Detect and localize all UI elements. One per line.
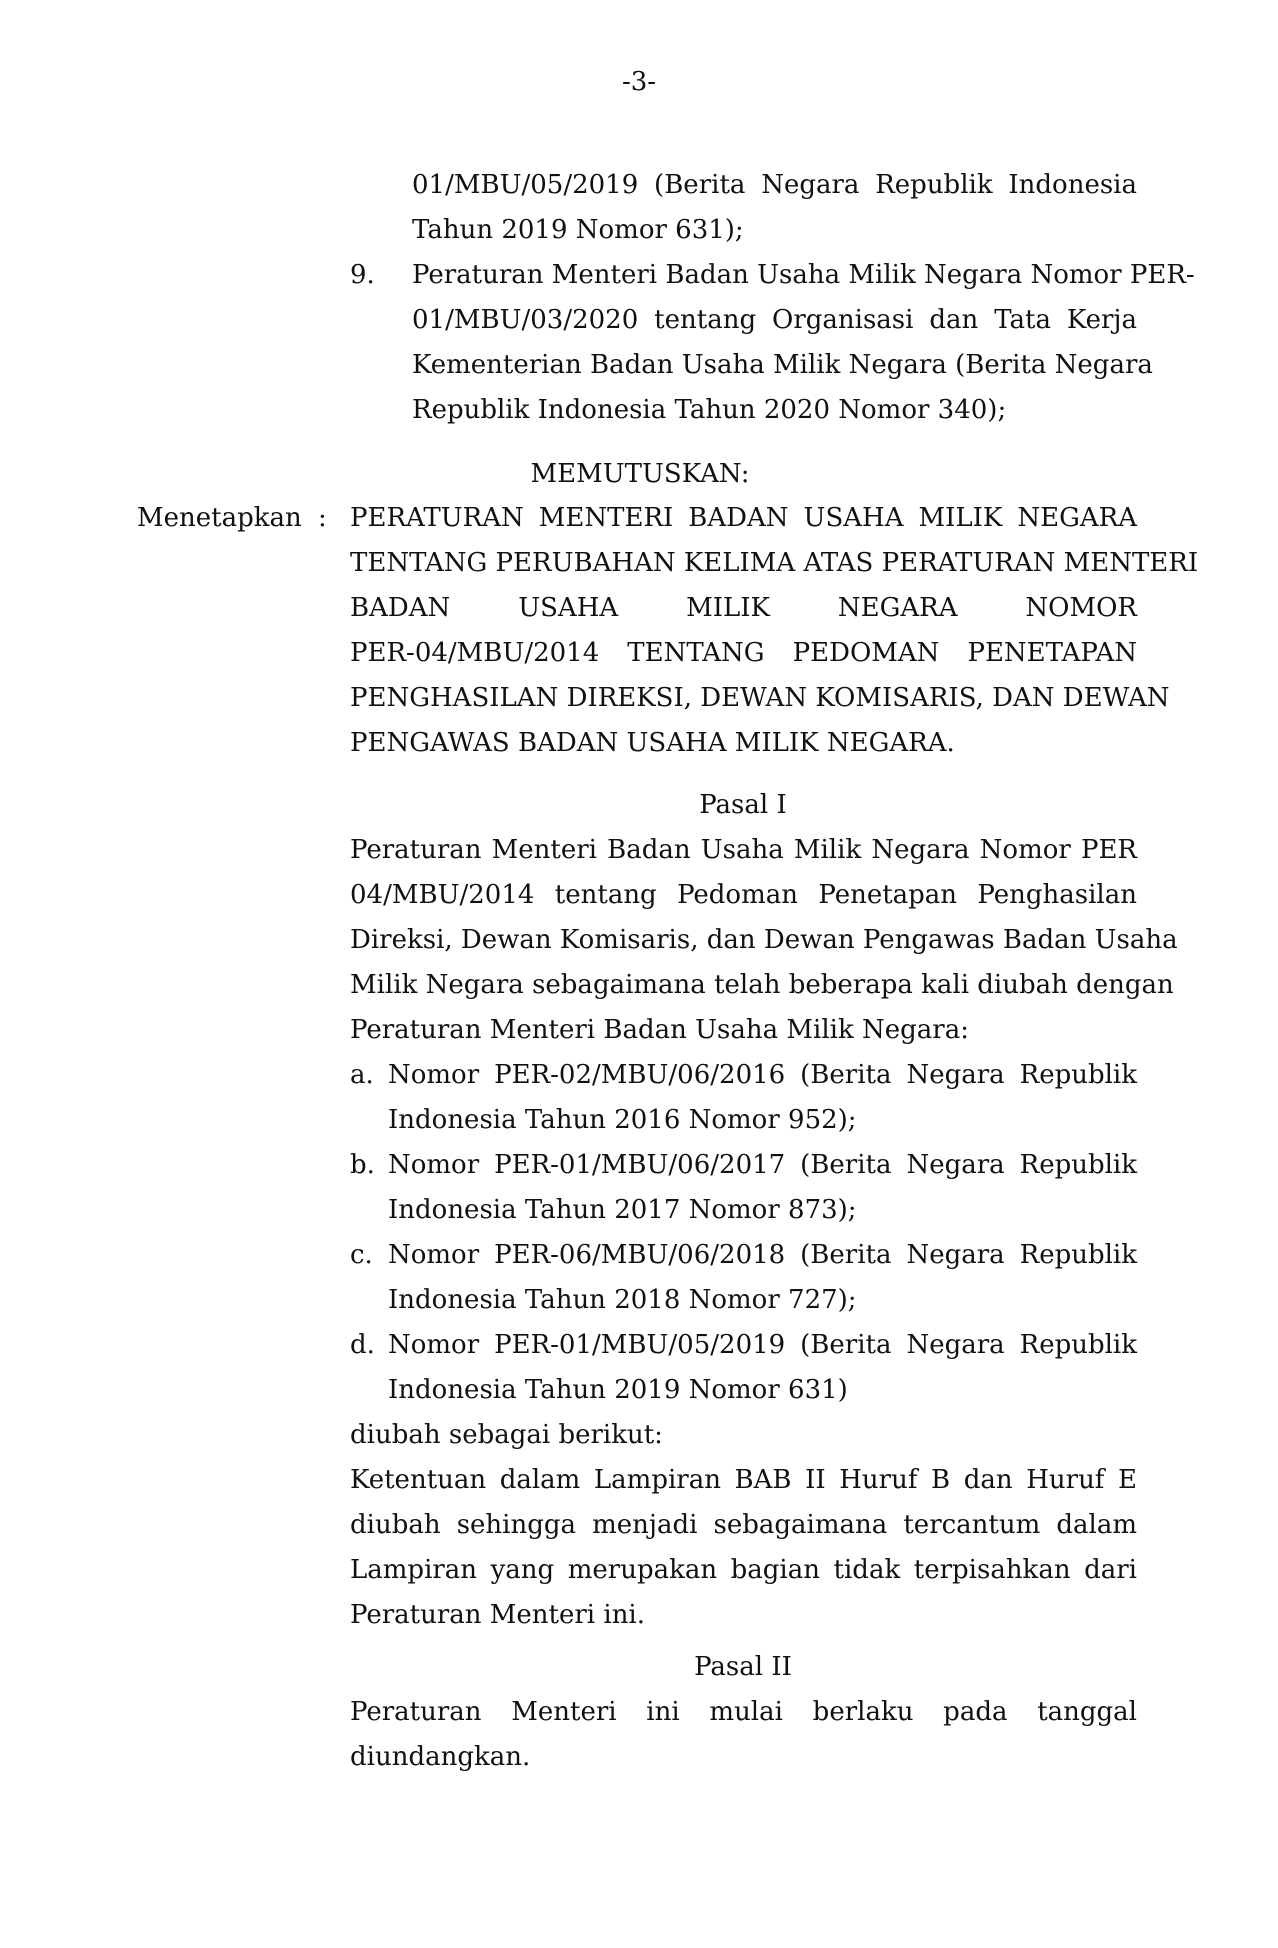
list-item-line-2: Indonesia Tahun 2018 Nomor 727); [388,1285,857,1315]
menetapkan-line-6: PENGAWAS BADAN USAHA MILIK NEGARA. [350,728,955,758]
page-number: -3- [621,67,657,97]
item9-line-3: Kementerian Badan Usaha Milik Negara (Berita Negara [412,350,1153,380]
menetapkan-line-3: BADAN USAHA MILIK NEGARA NOMOR [350,593,1137,623]
provision-line-3: Lampiran yang merupakan bagian tidak terpisahkan dari [350,1555,1137,1585]
pasal-2-title: Pasal II [694,1652,792,1682]
list-item-letter: d. [350,1330,375,1360]
list-item-line-2: Indonesia Tahun 2019 Nomor 631) [388,1375,848,1405]
pasal-1-intro-line-3: Direksi, Dewan Komisaris, dan Dewan Pengawas Badan Usaha [350,925,1178,955]
menetapkan-line-4: PER-04/MBU/2014 TENTANG PEDOMAN PENETAPAN [350,638,1137,668]
provision-line-2: diubah sehingga menjadi sebagaimana tercantum dalam [350,1510,1137,1540]
item8-line-2: Tahun 2019 Nomor 631); [412,215,744,245]
menetapkan-line-2: TENTANG PERUBAHAN KELIMA ATAS PERATURAN MENTERI [350,548,1199,578]
pasal-1-title: Pasal I [699,790,787,820]
menetapkan-line-5: PENGHASILAN DIREKSI, DEWAN KOMISARIS, DAN DEWAN [350,683,1170,713]
list-item-letter: a. [350,1060,374,1090]
changed-as-follows: diubah sebagai berikut: [350,1420,663,1450]
list-item-letter: c. [350,1240,373,1270]
list-item-letter: b. [350,1150,375,1180]
list-item-line-1: Nomor PER-01/MBU/05/2019 (Berita Negara Republik [388,1330,1137,1360]
list-item-line-1: Nomor PER-01/MBU/06/2017 (Berita Negara Republik [388,1150,1137,1180]
item9-line-1: Peraturan Menteri Badan Usaha Milik Negara Nomor PER- [412,260,1195,290]
pasal-2-line-1: Peraturan Menteri ini mulai berlaku pada tanggal [350,1697,1137,1727]
item9-number: 9. [350,260,375,290]
list-item-line-1: Nomor PER-02/MBU/06/2016 (Berita Negara Republik [388,1060,1137,1090]
list-item-line-2: Indonesia Tahun 2016 Nomor 952); [388,1105,857,1135]
pasal-1-intro-line-5: Peraturan Menteri Badan Usaha Milik Negara: [350,1015,969,1045]
item8-line-1: 01/MBU/05/2019 (Berita Negara Republik Indonesia [412,170,1137,200]
pasal-2-line-2: diundangkan. [350,1742,531,1772]
menetapkan-label: Menetapkan [137,503,302,533]
decision-heading: MEMUTUSKAN: [530,459,750,489]
provision-line-4: Peraturan Menteri ini. [350,1600,646,1630]
pasal-1-intro-line-4: Milik Negara sebagaimana telah beberapa kali diubah dengan [350,970,1174,1000]
item9-line-4: Republik Indonesia Tahun 2020 Nomor 340); [412,395,1007,425]
menetapkan-line-1: PERATURAN MENTERI BADAN USAHA MILIK NEGARA [350,503,1137,533]
pasal-1-intro-line-2: 04/MBU/2014 tentang Pedoman Penetapan Penghasilan [350,880,1137,910]
item9-line-2: 01/MBU/03/2020 tentang Organisasi dan Tata Kerja [412,305,1137,335]
menetapkan-colon: : [318,503,327,533]
pasal-1-intro-line-1: Peraturan Menteri Badan Usaha Milik Negara Nomor PER [350,835,1137,865]
list-item-line-1: Nomor PER-06/MBU/06/2018 (Berita Negara Republik [388,1240,1137,1270]
provision-line-1: Ketentuan dalam Lampiran BAB II Huruf B dan Huruf E [350,1465,1137,1495]
list-item-line-2: Indonesia Tahun 2017 Nomor 873); [388,1195,857,1225]
